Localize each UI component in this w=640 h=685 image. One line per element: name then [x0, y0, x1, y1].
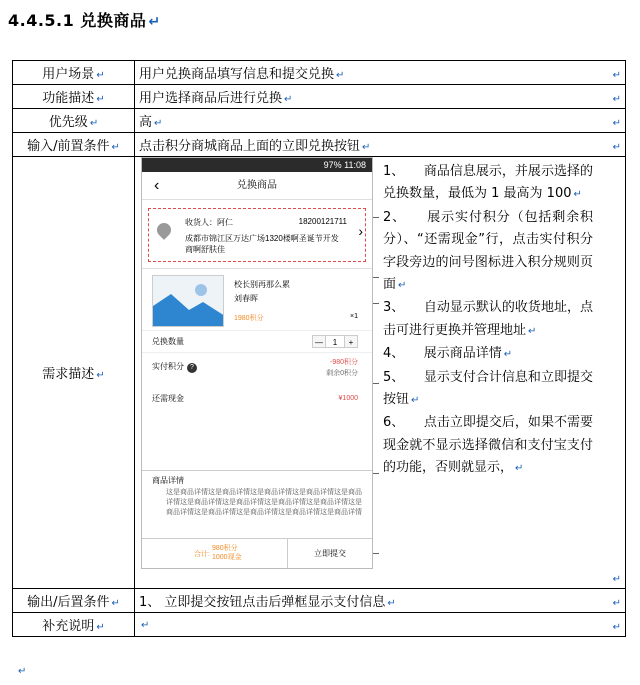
paid-points-value: -980积分: [329, 359, 358, 366]
requirement-item: 4、 展示商品详情 ↵: [383, 346, 513, 362]
detail-text: 这是商品详情这是商品详情这是商品详情这是商品详情这是商品详情这是商品详情这是商品详情这是商品详情这是商品详情这是商品详情这是商品详情这是商品详情这是商品详情这是商品详情: [166, 489, 362, 516]
cash-value: ¥1000: [338, 395, 358, 402]
callout-line: [373, 383, 379, 384]
minus-button[interactable]: —: [312, 335, 326, 348]
row-value-requirements: 97% 11:08 ‹ 兑换商品 收货人：阿仁 18200121711 成都市锦江区万达广场1320楼啊圣诞节开发商啊舒肤佳 › 校长别再那么累 刘春晖 1980积分 ×1 兑换数量 — 1 + 实付积分 ? -980积分 剩余0积分 还需现金 ¥1000 商品详情 这是商品详情这是商品详情这是商品详情这是商品详情这是商品详情这是商品详情这是商品详情这是商品详情这是商品详情这是商品详情这是商品详情这是商品详情这是商品详情这是商品详情 合计: 980积分 1000现金 立即提交 1、 商品信息展示，并展示选择的兑换数量，最低为 1 最高为 100 ↵ 2、 展示实付积分（包括剩余积分）、“还需现金”行，点击实付积分字段旁边的问号图标进入积分规则页面 ↵ 3、 自动显示默认的收货地址，点击可进行更换并管理地址 ↵ 4、 展示商品详情 ↵ 5、 显示支付合计信息和立即提交按钮 ↵ 6、 点击立即提交后，如果不需要现金就不显示选择微信和支付宝支付的功能，否则就显示， ↵ ↵: [135, 157, 626, 589]
question-icon[interactable]: ?: [187, 363, 197, 373]
row-label-precondition: 输入/前置条件 ↵: [13, 133, 135, 157]
goods-price: 1980积分: [234, 315, 264, 322]
paragraph-mark: ↵: [18, 666, 27, 677]
remaining-points: 剩余0积分: [326, 370, 358, 377]
callout-line: [373, 303, 379, 304]
requirement-list: [383, 161, 593, 481]
goods-author: 刘春晖: [234, 294, 258, 303]
row-value-postcondition: 1、 立即提交按钮点击后弹框显示支付信息 ↵ ↵: [135, 589, 626, 613]
paid-points-row: [142, 352, 372, 388]
image-placeholder-icon: [152, 275, 224, 327]
phone-mockup: [141, 157, 373, 569]
quantity-label: 兑换数量: [152, 337, 184, 346]
callout-line: [373, 217, 379, 218]
app-bar: [142, 172, 372, 200]
row-label-requirements: 需求描述 ↵: [13, 157, 135, 589]
row-value-function: 用户选择商品后进行兑换 ↵ ↵: [135, 85, 626, 109]
goods-title: 校长别再那么累: [234, 280, 290, 289]
screen-title: 兑换商品: [237, 180, 277, 191]
cash-row: [142, 388, 372, 410]
total-points: 980积分: [212, 545, 238, 552]
section-heading: 4.4.5.1 兑换商品 ↵: [8, 11, 161, 30]
requirement-item: 6、 点击立即提交后，如果不需要现金就不显示选择微信和支付宝支付的功能，否则就显示， ↵: [383, 415, 593, 476]
row-label-extra: 补充说明 ↵: [13, 613, 135, 637]
detail-label: 商品详情: [152, 476, 184, 485]
callout-line: [373, 473, 379, 474]
row-value-extra: ↵ ↵: [135, 613, 626, 637]
row-label-scene: 用户场景 ↵: [13, 61, 135, 85]
cash-label: 还需现金: [152, 394, 184, 403]
status-bar: 97% 11:08: [142, 158, 372, 172]
row-value-scene: 用户兑换商品填写信息和提交兑换 ↵ ↵: [135, 61, 626, 85]
goods-card: [142, 268, 372, 330]
receiver-name: 收货人：阿仁: [185, 218, 233, 227]
receiver-address: 成都市锦江区万达广场1320楼啊圣诞节开发商啊舒肤佳: [185, 234, 339, 254]
location-pin-icon: [154, 220, 174, 240]
goods-detail: [142, 470, 372, 518]
back-arrow-icon[interactable]: ‹: [154, 177, 160, 194]
submit-button[interactable]: 立即提交: [314, 549, 346, 558]
quantity-stepper[interactable]: [312, 335, 358, 348]
paid-points-label: 实付积分: [152, 362, 184, 371]
checkout-bar: [142, 538, 372, 568]
receiver-phone: 18200121711: [298, 217, 347, 226]
row-label-function: 功能描述 ↵: [13, 85, 135, 109]
total-cash: 1000现金: [212, 554, 242, 561]
callout-line: [373, 553, 379, 554]
requirement-item: 1、 商品信息展示，并展示选择的兑换数量，最低为 1 最高为 100 ↵: [383, 164, 593, 202]
chevron-right-icon[interactable]: ›: [358, 223, 363, 239]
requirement-item: 5、 显示支付合计信息和立即提交按钮 ↵: [383, 369, 593, 408]
plus-button[interactable]: +: [344, 335, 358, 348]
quantity-row: [142, 330, 372, 352]
total-label: 合计:: [194, 551, 210, 558]
row-value-priority: 高 ↵ ↵: [135, 109, 626, 133]
row-value-precondition: 点击积分商城商品上面的立即兑换按钮 ↵ ↵: [135, 133, 626, 157]
goods-quantity: ×1: [350, 313, 358, 320]
row-label-postcondition: 输出/后置条件 ↵: [13, 589, 135, 613]
callout-line: [373, 277, 379, 278]
requirement-table: [12, 60, 626, 637]
requirement-item: 2、 展示实付积分（包括剩余积分）、“还需现金”行，点击实付积分字段旁边的问号图标进入积分规则页面 ↵: [383, 209, 593, 293]
address-card[interactable]: [148, 208, 366, 262]
requirement-item: 3、 自动显示默认的收货地址，点击可进行更换并管理地址 ↵: [383, 300, 593, 338]
quantity-value: 1: [326, 335, 344, 348]
total-summary: [142, 539, 288, 568]
row-label-priority: 优先级 ↵: [13, 109, 135, 133]
